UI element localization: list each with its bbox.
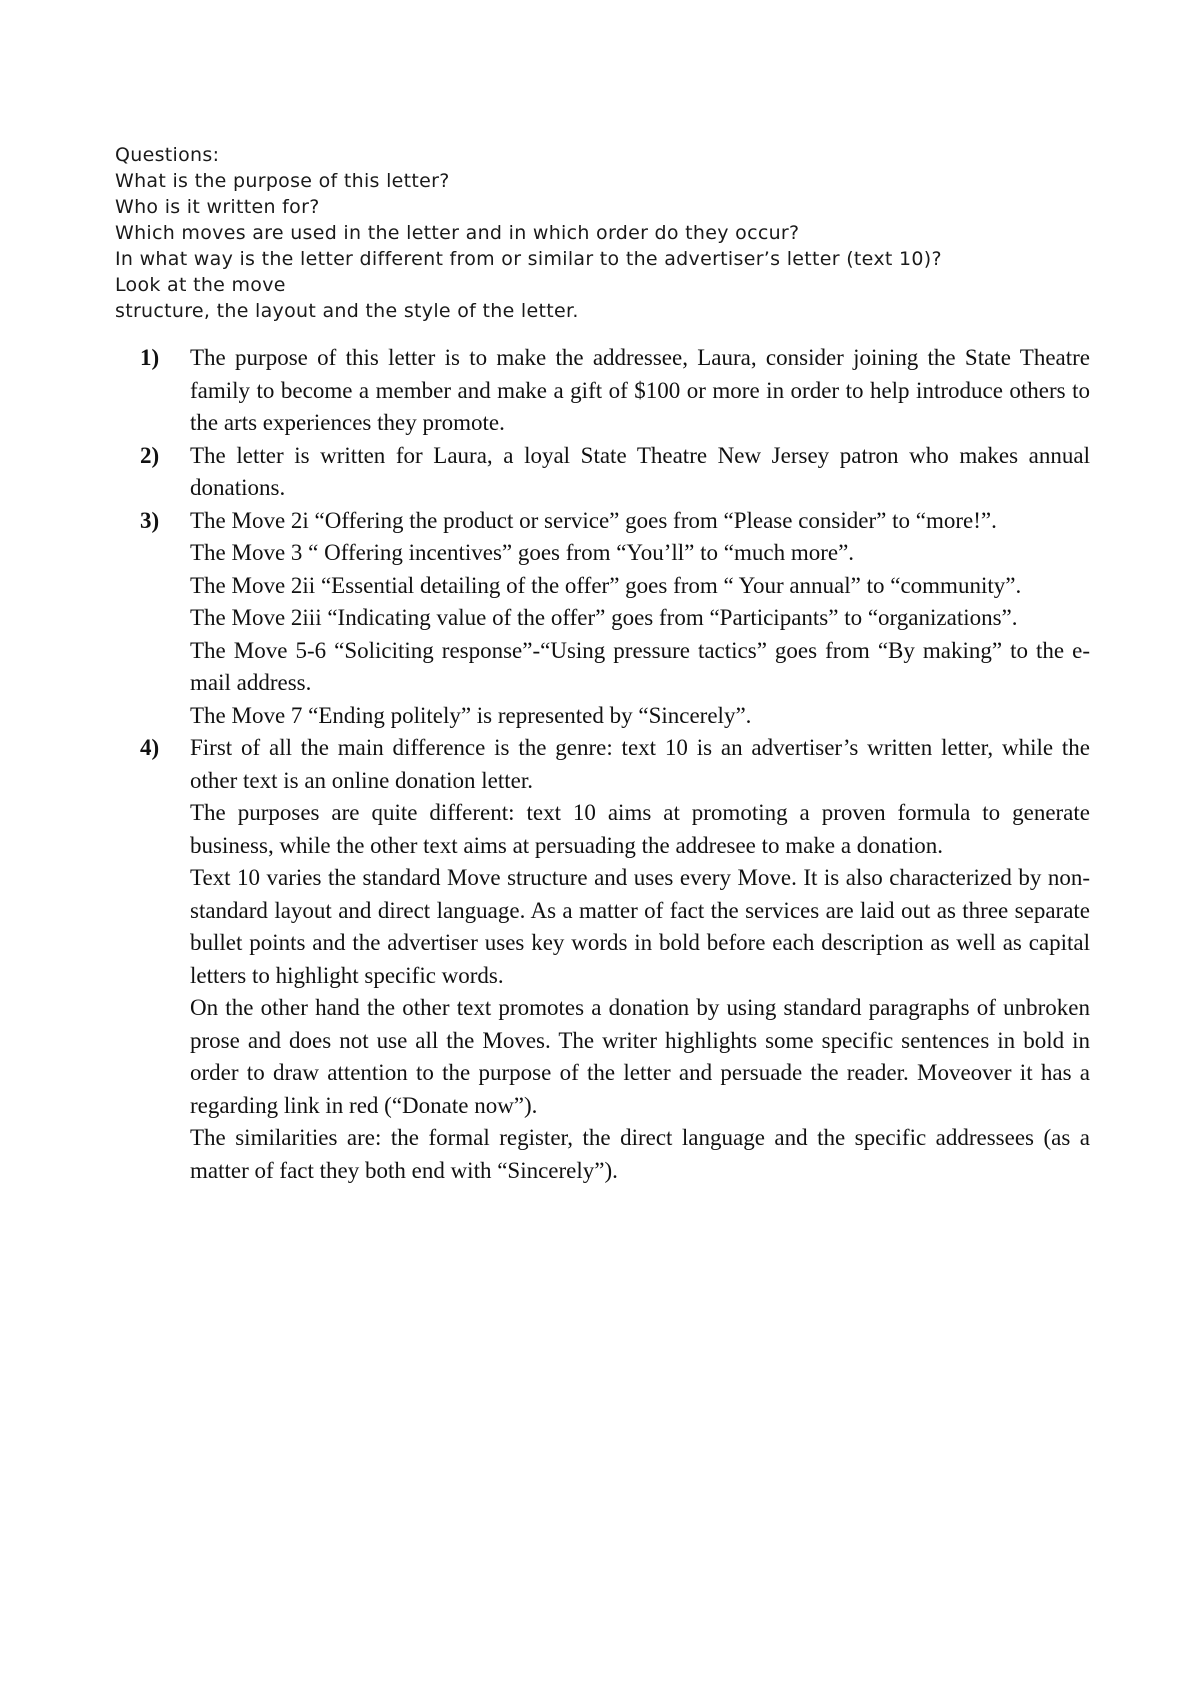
answer-paragraph: The Move 2iii “Indicating value of the offer” goes from “Participants” to “organizations”. — [190, 605, 1018, 630]
answers-list — [140, 342, 1090, 1187]
answer-paragraph: First of all the main difference is the genre: text 10 is an advertiser’s written letter, while the other text is an online donation letter. — [190, 735, 1090, 793]
questions-heading: Questions: — [115, 144, 220, 166]
answer-paragraph: The Move 2i “Offering the product or service” goes from “Please consider” to “more!”. — [190, 507, 997, 533]
answer-number: 2) — [140, 442, 160, 468]
answer-item-4 — [140, 732, 1090, 1187]
answer-paragraph: The Move 7 “Ending politely” is represented by “Sincerely”. — [190, 702, 752, 728]
answer-item-2 — [140, 440, 1090, 505]
answer-number: 1) — [140, 345, 160, 370]
answer-number: 3) — [140, 507, 160, 533]
question-line: What is the purpose of this letter? — [115, 170, 450, 192]
answer-paragraph: The Move 5-6 “Soliciting response”-“Using pressure tactics” goes from “By making” to the e-mail address. — [190, 637, 1090, 695]
answer-paragraph: The Move 3 “ Offering incentives” goes from “You’ll” to “much more”. — [190, 540, 855, 565]
answer-item-1 — [140, 342, 1090, 440]
question-line: Look at the move — [115, 274, 286, 296]
answer-paragraph: The purposes are quite different: text 10 aims at promoting a proven formula to generate business, while the other text aims at persuading the addresee to make a donation. — [190, 800, 1090, 858]
question-line: In what way is the letter different from or similar to the advertiser’s letter (text 10)? — [115, 248, 942, 270]
answer-paragraph: Text 10 varies the standard Move structure and uses every Move. It is also characterized by non-standard layout and direct language. As a matter of fact the services are laid out as three separate bullet points and the advertiser uses key words in bold before each description as well as capital letters to highlight specific words. — [190, 865, 1090, 988]
answer-number: 4) — [140, 735, 160, 760]
answer-paragraph: The purpose of this letter is to make the addressee, Laura, consider joining the State Theatre family to become a member and make a gift of $100 or more in order to help introduce others to the arts experiences they promote. — [190, 345, 1090, 435]
answer-paragraph: The letter is written for Laura, a loyal State Theatre New Jersey patron who makes annual donations. — [190, 442, 1090, 500]
answer-item-3 — [140, 505, 1090, 733]
questions-block — [115, 142, 1095, 324]
answer-paragraph: The similarities are: the formal register, the direct language and the specific addressees (as a matter of fact they both end with “Sincerely”). — [190, 1125, 1090, 1183]
question-line: structure, the layout and the style of the letter. — [115, 300, 579, 322]
answer-paragraph: On the other hand the other text promotes a donation by using standard paragraphs of unbroken prose and does not use all the Moves. The writer highlights some specific sentences in bold in order to draw attention to the purpose of the letter and persuade the reader. Moveover it has a regarding link in red (“Donate now”). — [190, 995, 1090, 1118]
answer-paragraph: The Move 2ii “Essential detailing of the offer” goes from “ Your annual” to “community”. — [190, 572, 1022, 598]
question-line: Who is it written for? — [115, 196, 320, 218]
question-line: Which moves are used in the letter and in which order do they occur? — [115, 222, 800, 244]
